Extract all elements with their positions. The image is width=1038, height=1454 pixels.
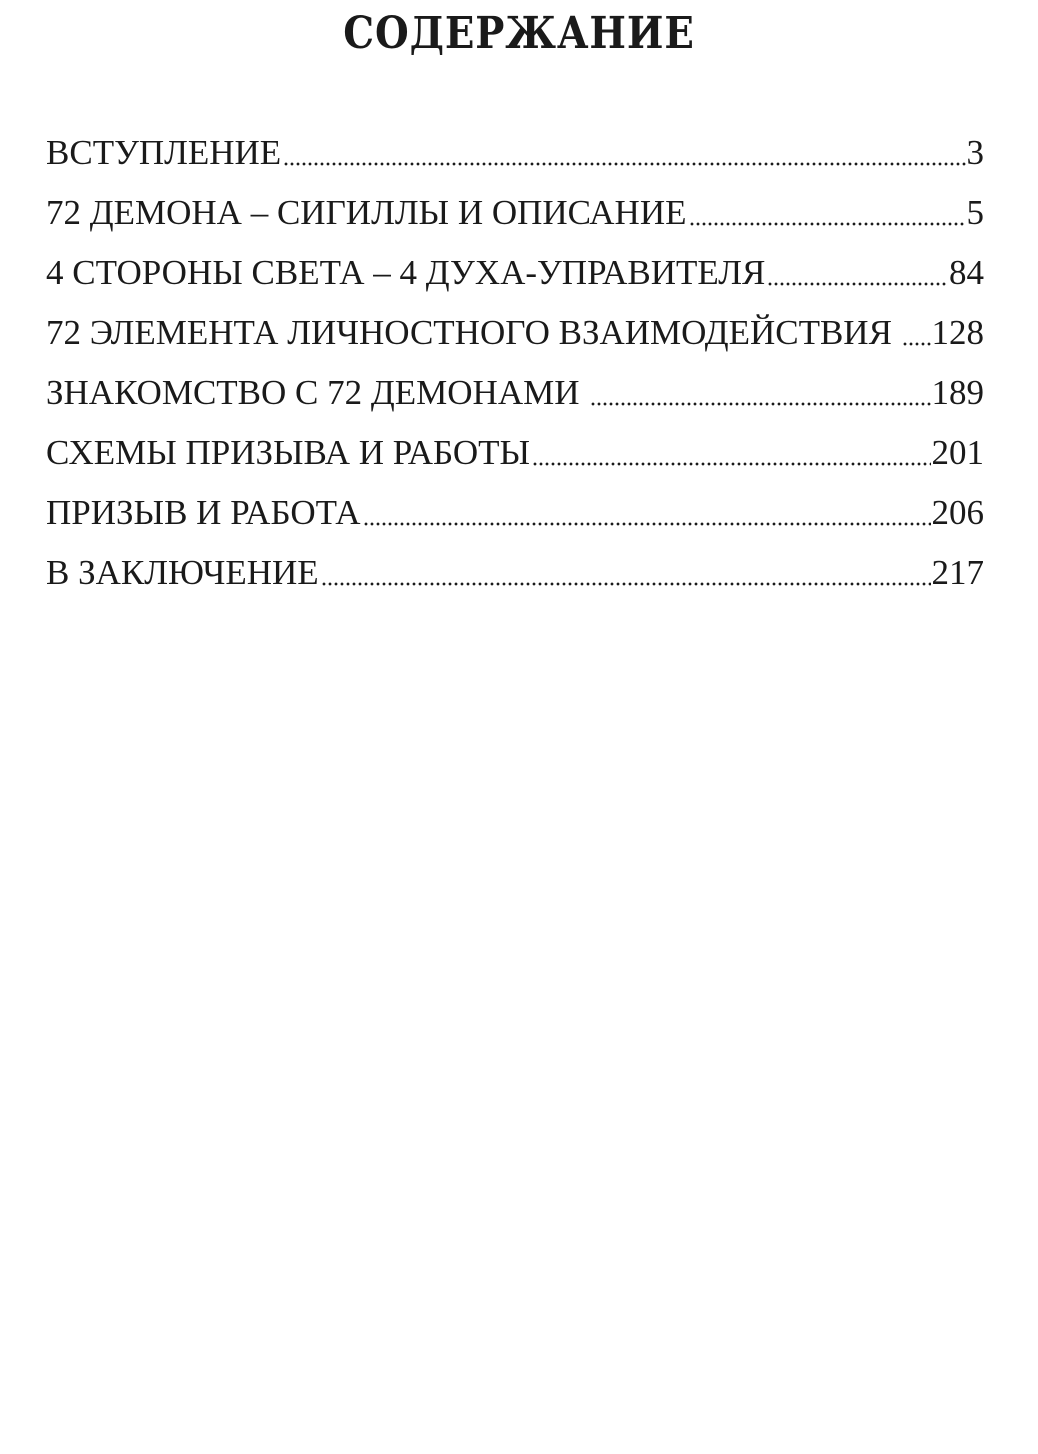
toc-entry-title: ВСТУПЛЕНИЕ [46,133,282,172]
dot-leader [902,342,931,346]
toc-page-number: 189 [931,373,984,412]
toc-entry[interactable] [46,548,984,608]
dot-leader [590,402,931,406]
dot-leader [767,282,948,286]
toc-entry[interactable] [46,308,984,368]
toc-entry[interactable] [46,248,984,308]
toc-entry-title: СХЕМЫ ПРИЗЫВА И РАБОТЫ [46,433,531,472]
toc-page-number: 3 [966,133,984,172]
toc-entry[interactable] [46,488,984,548]
table-of-contents [46,128,984,608]
toc-page-number: 84 [949,253,984,292]
toc-page-number: 201 [931,433,984,472]
toc-page-number: 5 [966,193,984,232]
toc-page-number: 128 [931,313,984,352]
toc-page-number: 206 [931,493,984,532]
toc-entry-title: 4 СТОРОНЫ СВЕТА – 4 ДУХА-УПРАВИТЕЛЯ [46,253,766,292]
toc-entry[interactable] [46,428,984,488]
toc-entry-title: 72 ДЕМОНА – СИГИЛЛЫ И ОПИСАНИЕ [46,193,687,232]
toc-page-number: 217 [931,553,984,592]
toc-entry[interactable] [46,188,984,248]
dot-leader [321,582,931,586]
page-title: СОДЕРЖАНИЕ [343,8,695,59]
dot-leader [363,522,931,526]
toc-entry[interactable] [46,368,984,428]
toc-entry-title: ПРИЗЫВ И РАБОТА [46,493,361,532]
toc-entry-title: 72 ЭЛЕМЕНТА ЛИЧНОСТНОГО ВЗАИМОДЕЙСТВИЯ [46,313,892,352]
dot-leader [283,162,965,166]
toc-entry-title: ЗНАКОМСТВО С 72 ДЕМОНАМИ [46,373,580,412]
dot-leader [689,222,966,226]
dot-leader [532,462,930,466]
toc-entry[interactable] [46,128,984,188]
toc-entry-title: В ЗАКЛЮЧЕНИЕ [46,553,319,592]
